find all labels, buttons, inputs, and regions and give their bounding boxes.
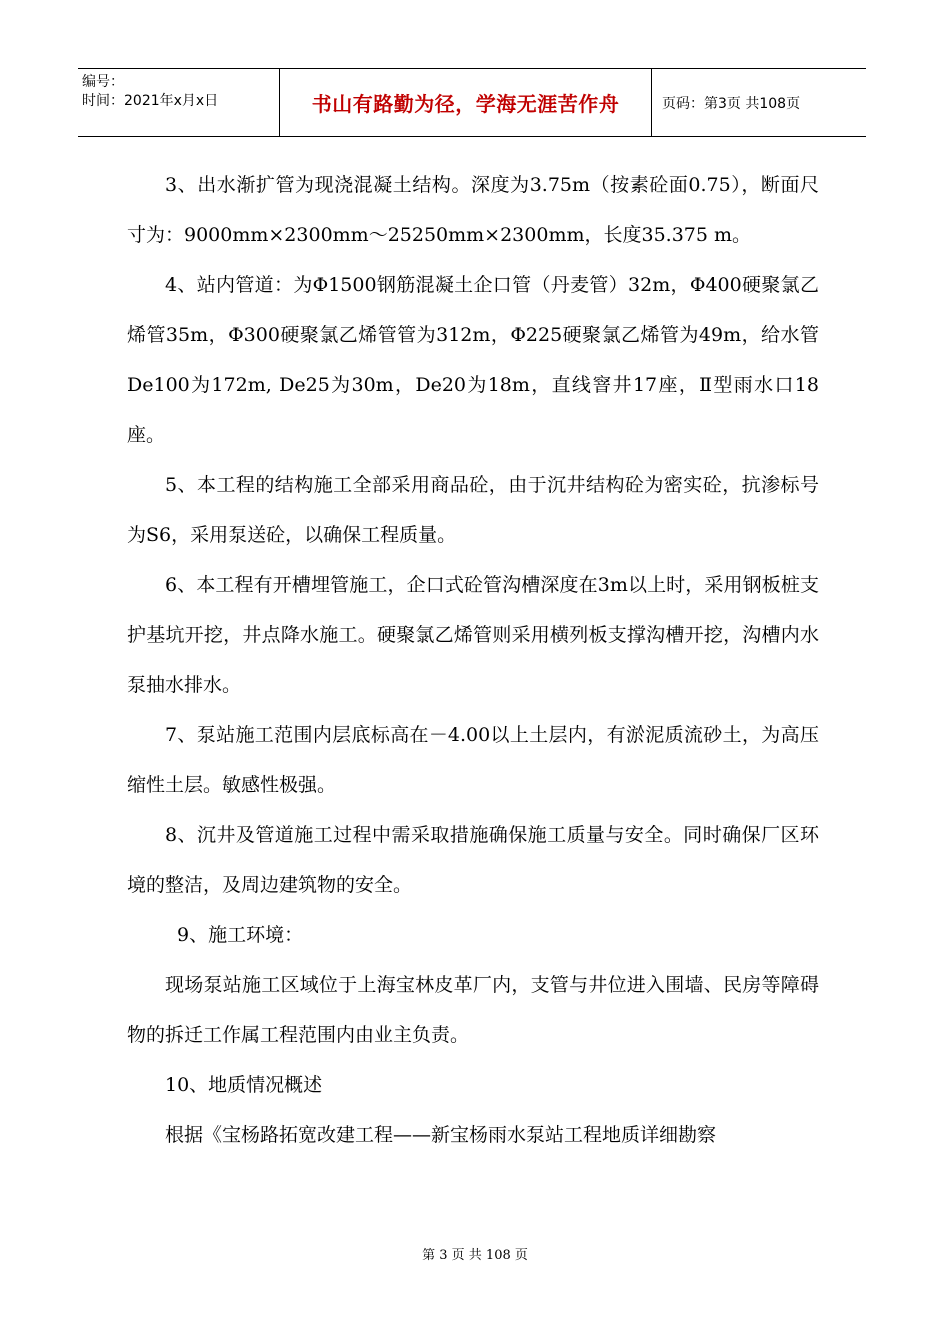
paragraph: 5、本工程的结构施工全部采用商品砼，由于沉井结构砼为密实砼，抗渗标号为S6，采用泵送砼，以确保工程质量。 [127,474,819,546]
header-meta [78,69,280,136]
document-body [127,160,819,1160]
page-header [78,68,866,137]
section-heading: 10、地质情况概述 [165,1074,323,1096]
section-heading: 9、施工环境： [177,924,304,946]
paragraph: 3、出水渐扩管为现浇混凝土结构。深度为3.75m（按素砼面0.75），断面尺寸为：9000mm×2300mm～25250mm×2300mm，长度35.375 m。 [127,174,819,246]
paragraph: 4、站内管道：为Φ1500钢筋混凝土企口管（丹麦管）32m，Φ400硬聚氯乙烯管35m，Φ300硬聚氯乙烯管管为312m，Φ225硬聚氯乙烯管为49m，给水管De100为172m, De25为30m，De20为18m，直线窨井17座，Ⅱ型雨水口18座。 [127,274,819,446]
paragraph: 根据《宝杨路拓宽改建工程——新宝杨雨水泵站工程地质详细勘察 [165,1124,717,1146]
paragraph: 现场泵站施工区域位于上海宝林皮革厂内，支管与井位进入围墙、民房等障碍物的拆迁工作属工程范围内由业主负责。 [127,974,819,1046]
header-page-info: 页码：第3页 共108页 [662,95,801,112]
document-date: 时间：2021年x月x日 [82,93,219,109]
header-motto: 书山有路勤为径，学海无涯苦作舟 [280,69,652,136]
document-number-label: 编号： [82,74,124,90]
paragraph: 7、泵站施工范围内层底标高在－4.00以上土层内，有淤泥质流砂土，为高压缩性土层。敏感性极强。 [127,724,819,796]
paragraph: 8、沉井及管道施工过程中需采取措施确保施工质量与安全。同时确保厂区环境的整洁，及周边建筑物的安全。 [127,824,819,896]
page-footer: 第 3 页 共 108 页 [422,1248,528,1263]
paragraph: 6、本工程有开槽埋管施工，企口式砼管沟槽深度在3m以上时，采用钢板桩支护基坑开挖，井点降水施工。硬聚氯乙烯管则采用横列板支撑沟槽开挖，沟槽内水泵抽水排水。 [127,574,819,696]
